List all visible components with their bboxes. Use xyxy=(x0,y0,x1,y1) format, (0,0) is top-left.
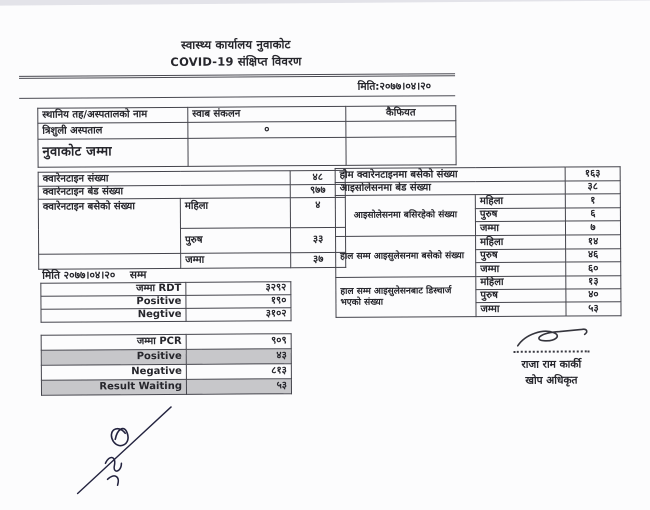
pcr-negative-value: ८१३ xyxy=(186,364,291,380)
isolation-bed-value: ३८ xyxy=(565,181,620,194)
hospital-total-name: नुवाकोट जम्मा xyxy=(38,138,188,167)
iso-stayed-male-label: पुरुष xyxy=(476,249,566,263)
stay-total-label: जम्मा xyxy=(181,253,291,269)
hospital-header-remark: कैफियत xyxy=(346,106,456,122)
stay-male-value: ३३ xyxy=(290,227,345,252)
iso-discharged-female-label: महिला xyxy=(476,276,566,290)
iso-stayed-male-value: ४६ xyxy=(566,249,621,262)
iso-discharged-total-label: जम्मा xyxy=(476,302,566,317)
hospital-table xyxy=(37,105,456,168)
pcr-table xyxy=(41,333,292,396)
iso-discharged-male-value: ४० xyxy=(566,289,621,302)
signature-block xyxy=(469,325,634,390)
iso-current-total-label: जम्मा xyxy=(475,221,565,236)
quarantine-bed-label: क्वारेनटाइन बेड संख्या xyxy=(38,185,290,200)
rdt-negative-label: Negtive xyxy=(41,308,186,322)
iso-stayed-female-label: महिला xyxy=(476,235,566,250)
iso-current-male-value: ६ xyxy=(565,208,620,221)
isolation-discharged-label: हाल सम्म आइसुलेसनबाट डिस्चार्ज भएको संख्या xyxy=(336,277,476,318)
iso-current-male-label: पुरुष xyxy=(475,208,565,222)
pcr-total-label: जम्मा PCR xyxy=(41,334,186,350)
hospital-total-swab xyxy=(188,137,346,166)
stay-male-label: पुरुष xyxy=(180,228,290,254)
iso-discharged-total-value: ५३ xyxy=(566,302,621,316)
isolation-table xyxy=(335,166,622,318)
home-quarantine-value: १६३ xyxy=(565,167,620,181)
stay-empty-cell xyxy=(39,253,181,269)
quarantine-stay-label: क्वारेनटाइन बसेको संख्या xyxy=(38,198,180,254)
iso-stayed-total-label: जम्मा xyxy=(476,262,566,277)
hospital-row-remark xyxy=(346,121,456,138)
page-title xyxy=(111,36,361,72)
iso-current-total-value: ७ xyxy=(565,221,620,235)
rdt-positive-label: Positive xyxy=(41,295,186,309)
pcr-positive-value: ४३ xyxy=(186,349,291,365)
home-quarantine-label: होम क्वारेनटाइनमा बसेको संख्या xyxy=(335,167,565,182)
signature-line xyxy=(513,350,589,352)
iso-stayed-total-value: ६० xyxy=(566,262,621,276)
iso-discharged-female-value: १३ xyxy=(566,276,621,289)
stay-total-value: ३७ xyxy=(291,252,346,267)
pcr-positive-label: Positive xyxy=(41,349,186,365)
pcr-total-value: ९०९ xyxy=(186,334,291,350)
rdt-positive-value: १९० xyxy=(186,295,291,309)
rdt-total-value: ३२९२ xyxy=(186,282,291,296)
rdt-table xyxy=(40,281,291,323)
isolation-current-label: आइसोलेसनमा बसिरहेको संख्या xyxy=(335,195,475,237)
pcr-waiting-value: ५३ xyxy=(186,379,291,395)
hospital-header-swab: स्वाब संकलन xyxy=(188,106,346,122)
asof-date-line: मिति २०७७।०४।२० सम्म xyxy=(42,269,147,282)
stay-female-label: महिला xyxy=(180,198,290,229)
hospital-row-swab: ० xyxy=(188,121,346,138)
isolation-bed-label: आइसोलेसनमा बेड संख्या xyxy=(335,181,565,195)
report-subtitle: COVID-19 संक्षिप्त विवरण xyxy=(170,54,302,70)
quarantine-table xyxy=(38,170,347,270)
signature-squiggle xyxy=(509,325,593,350)
hospital-row-name: त्रिशुली अस्पताल xyxy=(38,122,188,139)
rdt-total-label: जम्मा RDT xyxy=(41,282,186,296)
hospital-header-name: स्थानिय तह/अस्पतालको नाम xyxy=(38,107,188,123)
pcr-negative-label: Negative xyxy=(41,364,186,380)
iso-stayed-female-value: १४ xyxy=(566,235,621,249)
iso-current-female-value: १ xyxy=(565,194,620,208)
quarantine-count-label: क्वारेनटाइन संख्या xyxy=(38,171,290,187)
signatory-name: राजा राम कार्की xyxy=(521,358,582,371)
hospital-total-remark xyxy=(346,137,456,166)
iso-current-female-label: महिला xyxy=(475,194,565,209)
isolation-total-stayed-label: हाल सम्म आइसुलेसनमा बसेको संख्या xyxy=(336,236,476,278)
pcr-waiting-label: Result Waiting xyxy=(41,379,186,395)
rdt-negative-value: ३१०२ xyxy=(186,308,291,322)
office-name: स्वास्थ्य कार्यालय नुवाकोट xyxy=(181,37,291,52)
iso-discharged-male-label: पुरुष xyxy=(476,289,566,303)
report-date: मिति:२०७७।०४।२० xyxy=(19,76,455,99)
date-band xyxy=(19,73,455,99)
handwritten-scribble xyxy=(67,403,184,500)
signatory-designation: खोप अधिकृत xyxy=(525,374,578,388)
quarantine-bed-value: ९७७ xyxy=(290,184,345,197)
quarantine-count-value: ४८ xyxy=(290,170,345,184)
stay-female-value: ४ xyxy=(290,197,345,227)
